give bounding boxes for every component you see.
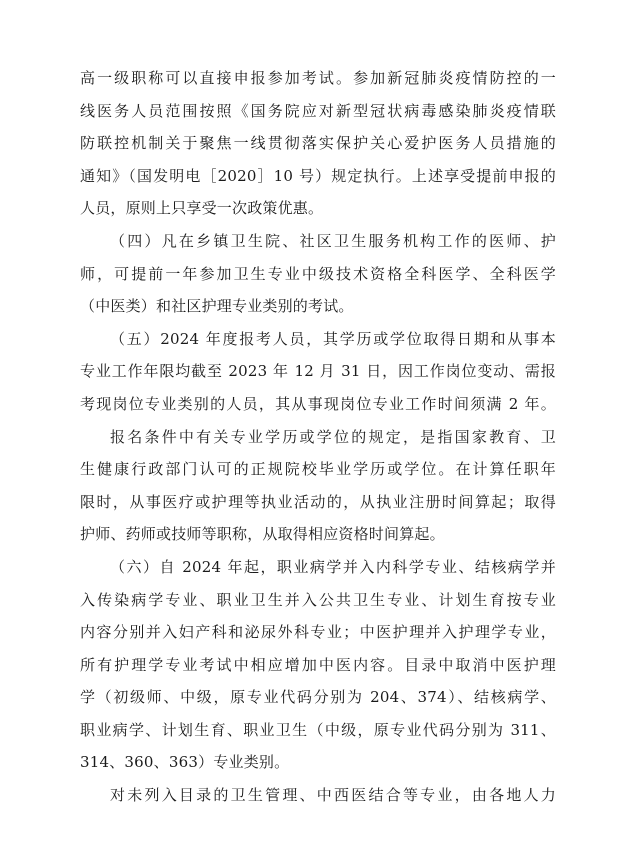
text-line: （四）凡在乡镇卫生院、社区卫生服务机构工作的医师、护 bbox=[110, 231, 556, 250]
document-body bbox=[80, 62, 556, 812]
text-line: （五）2024 年度报考人员，其学历或学位取得日期和从事本 bbox=[110, 329, 556, 348]
text-line: 高一级职称可以直接申报参加考试。参加新冠肺炎疫情防控的一 bbox=[80, 69, 556, 87]
text-line: 防联控机制关于聚焦一线贯彻落实保护关心爱护医务人员措施的 bbox=[80, 134, 556, 153]
text-line: 人员，原则上只享受一次政策优惠。 bbox=[80, 199, 324, 218]
text-line: （六）自 2024 年起，职业病学并入内科学专业、结核病学并 bbox=[110, 557, 556, 576]
paragraph-degree-rules bbox=[80, 421, 556, 551]
text-line: 考现岗位专业类别的人员，其从事现岗位专业工作时间须满 2 年。 bbox=[80, 394, 556, 413]
text-line: 报名条件中有关专业学历或学位的规定，是指国家教育、卫 bbox=[110, 427, 556, 446]
text-line: 师，可提前一年参加卫生专业中级技术资格全科医学、全科医学 bbox=[80, 264, 556, 283]
text-line: 专业工作年限均截至 2023 年 12 月 31 日，因工作岗位变动、需报 bbox=[80, 362, 556, 381]
text-line: 所有护理学专业考试中相应增加中医内容。目录中取消中医护理 bbox=[80, 655, 556, 674]
text-line: 内容分别并入妇产科和泌尿外科专业；中医护理并入护理学专业， bbox=[80, 623, 556, 642]
text-line: 护师、药师或技师等职称，从取得相应资格时间算起。 bbox=[80, 525, 445, 544]
text-line: 通知》（国发明电［2020］10 号）规定执行。上述享受提前申报的 bbox=[80, 166, 556, 185]
text-line: （中医类）和社区护理专业类别的考试。 bbox=[80, 297, 354, 316]
text-line: 对未列入目录的卫生管理、中西医结合等专业，由各地人力 bbox=[110, 786, 556, 805]
paragraph-item-6 bbox=[80, 551, 556, 779]
paragraph-item-5 bbox=[80, 323, 556, 421]
paragraph-unlisted-specialties bbox=[80, 779, 556, 812]
paragraph-item-4 bbox=[80, 225, 556, 323]
text-line: 限时，从事医疗或护理等执业活动的，从执业注册时间算起；取得 bbox=[80, 492, 556, 511]
text-line: 生健康行政部门认可的正规院校毕业学历或学位。在计算任职年 bbox=[80, 460, 556, 479]
text-line: 职业病学、计划生育、职业卫生（中级，原专业代码分别为 311、 bbox=[80, 720, 556, 739]
text-line: 学（初级师、中级，原专业代码分别为 204、374）、结核病学、 bbox=[80, 688, 556, 707]
paragraph-eligibility-frontline bbox=[80, 62, 556, 225]
text-line: 线医务人员范围按照《国务院应对新型冠状病毒感染肺炎疫情联 bbox=[80, 101, 556, 120]
text-line: 314、360、363）专业类别。 bbox=[80, 753, 290, 772]
text-line: 入传染病学专业、职业卫生并入公共卫生专业、计划生育按专业 bbox=[80, 590, 556, 609]
